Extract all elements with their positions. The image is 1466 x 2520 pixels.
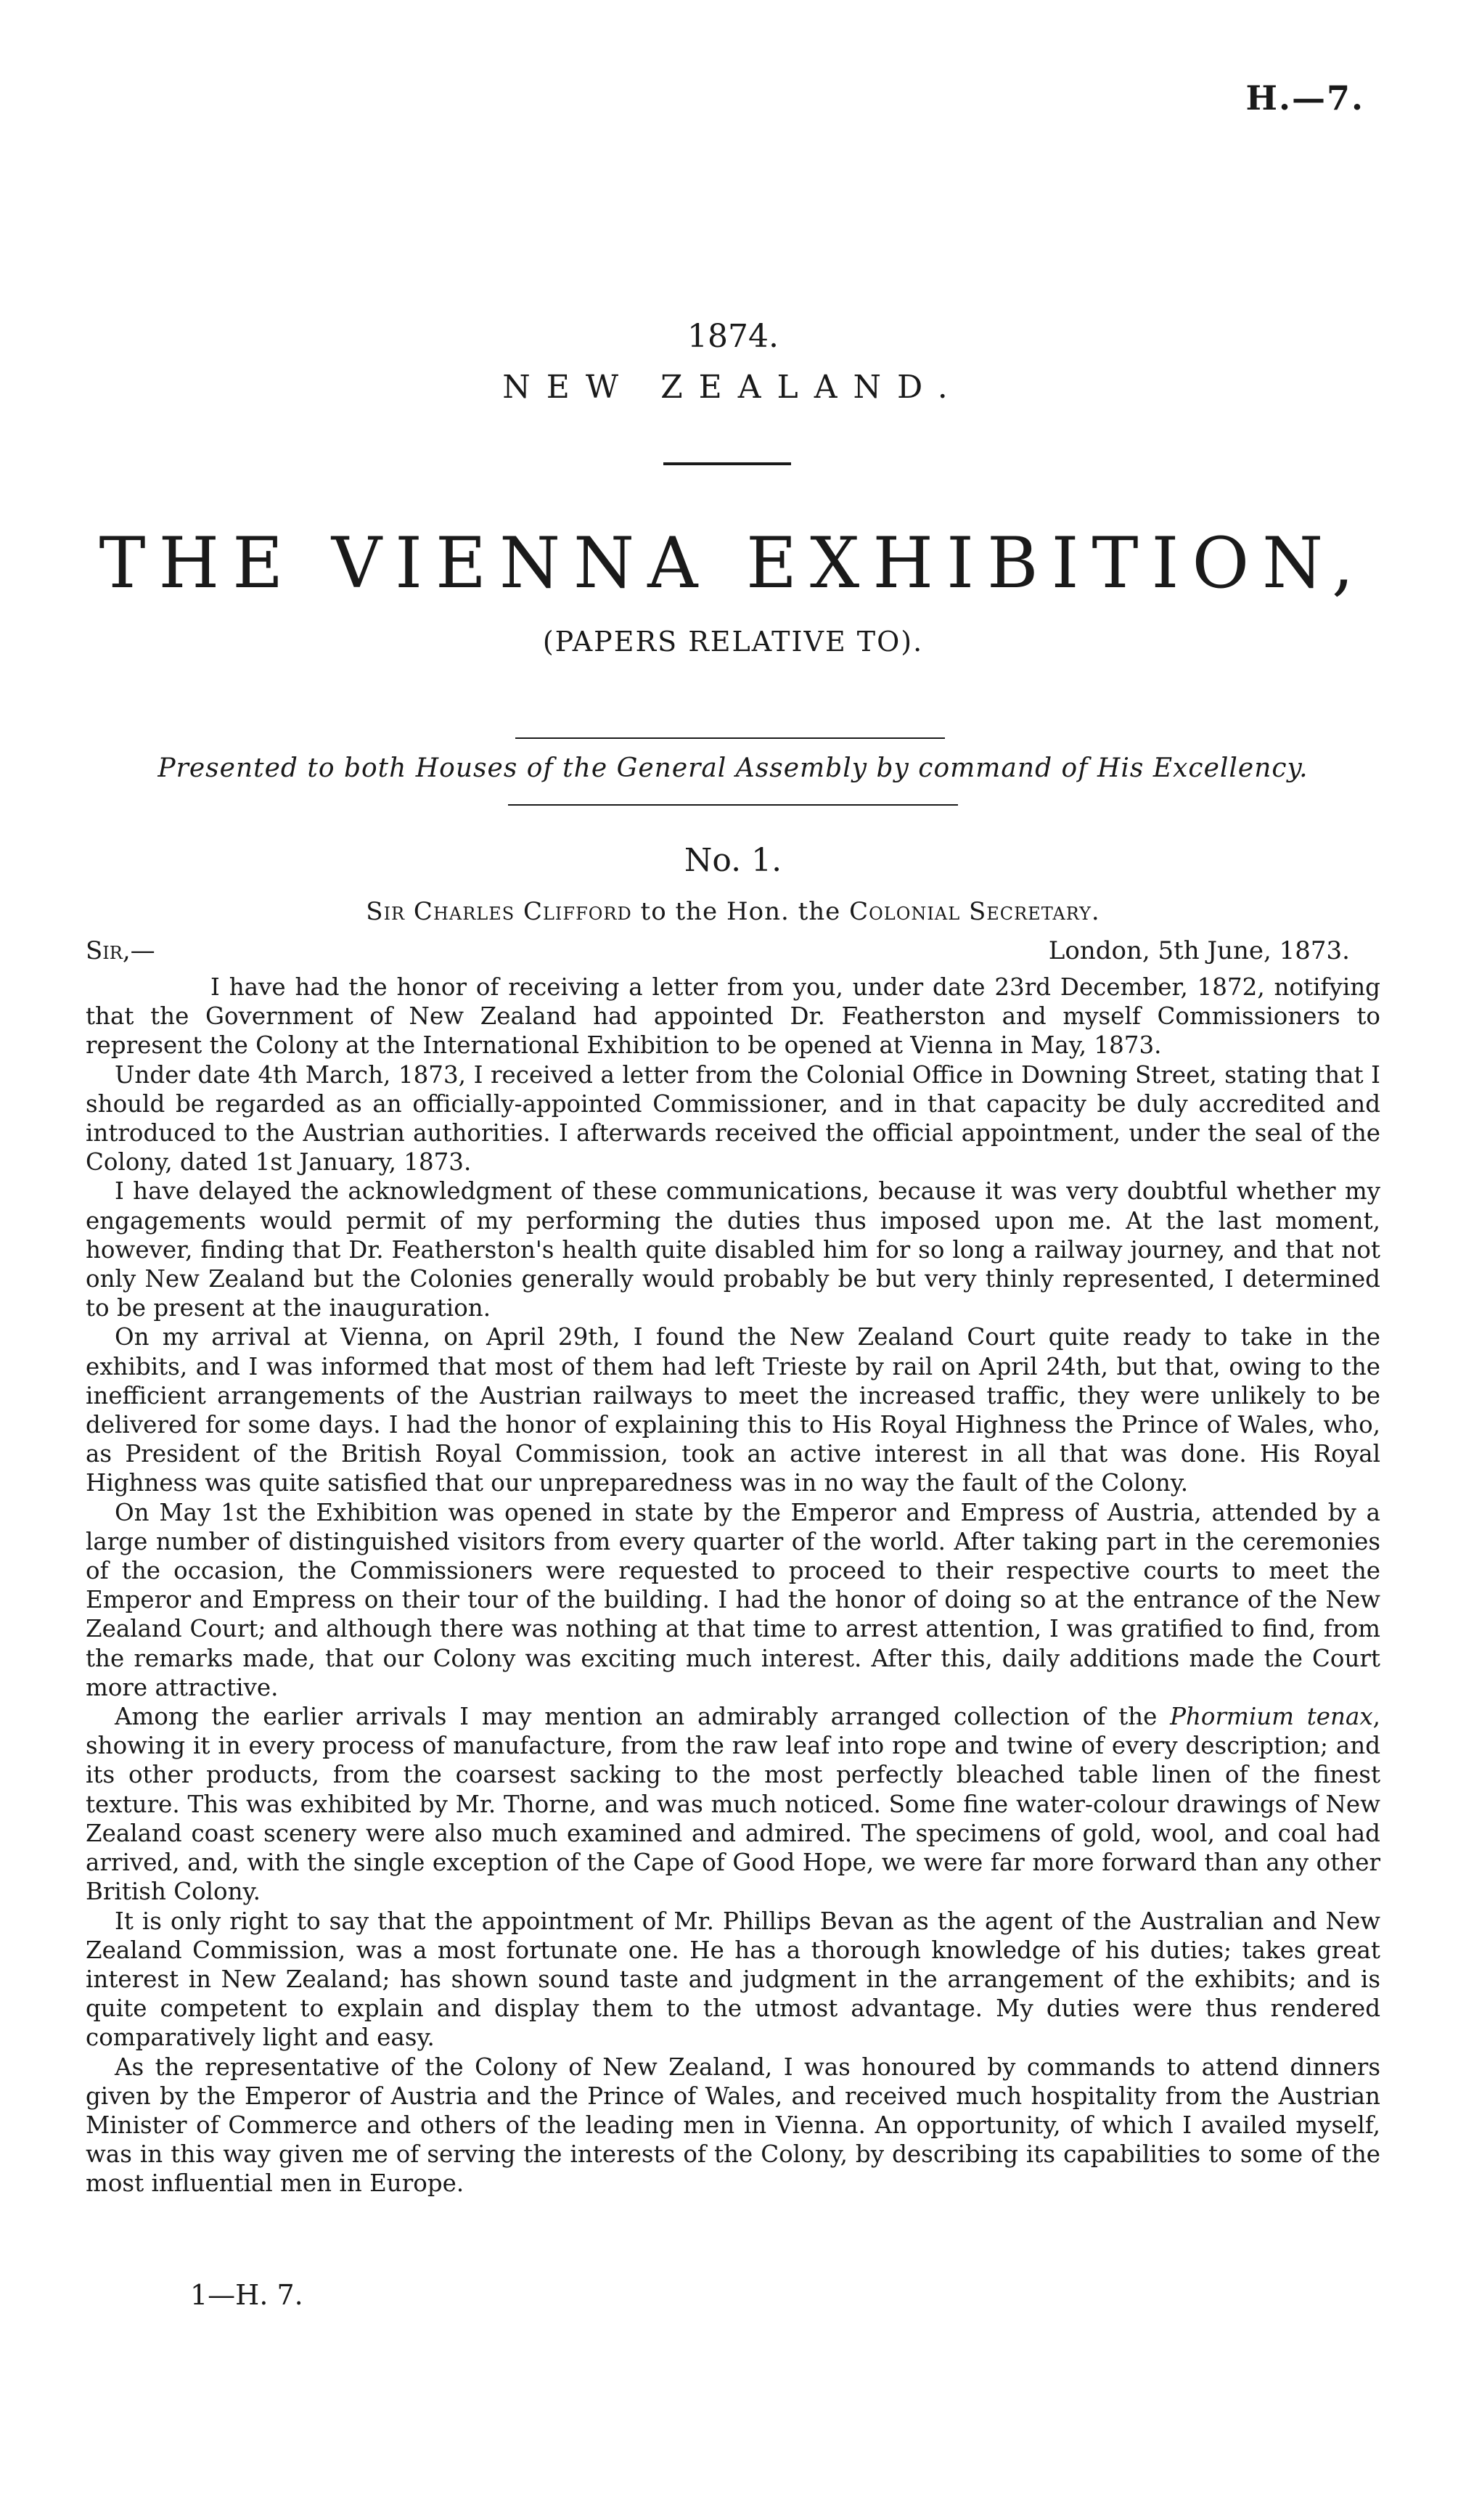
paragraph: Under date 4th March, 1873, I received a letter from the Colonial Office in Downing Street, stating that I should be regarded as an officially-appointed Commissioner, and in that capacity be duly accredited and introduced to the Austrian authorities. I afterwards received the official appointment, under the seal of the Colony, dated 1st January, 1873. — [86, 1060, 1380, 1177]
letter-heading-connector: to the Hon. the — [631, 897, 850, 926]
document-year: 1874. — [687, 318, 779, 355]
paragraph-phormium — [86, 1702, 1380, 1906]
presentation-note: Presented to both Houses of the General Assembly by command of His Excellency. — [157, 753, 1309, 783]
paragraph: I have delayed the acknowledgment of these communications, because it was very doubtful whether my engagements would permit of my performing the duties thus imposed upon me. At the last moment, however, finding that Dr. Featherston's health quite disabled him for so long a railway journey, and that not only New Zealand but the Colonies generally would probably be but very thinly represented, I determined to be present at the inauguration. — [86, 1177, 1380, 1322]
divider-short — [663, 462, 791, 465]
species-name: Phormium tenax — [1170, 1703, 1373, 1731]
document-title: THE VIENNA EXHIBITION, — [99, 523, 1367, 604]
paragraph: On May 1st the Exhibition was opened in state by the Emperor and Empress of Austria, attended by a large number of distinguished visitors from every quarter of the world. After taking part in the ceremonies of the occasion, the Commissioners were requested to proceed to their respective courts to meet the Emperor and Empress on their tour of the building. I had the honor of doing so at the entrance of the New Zealand Court; and although there was nothing at that time to arrest attention, I was gratified to find, from the remarks made, that our Colony was exciting much interest. After this, daily additions made the Court more attractive. — [86, 1498, 1380, 1701]
letter-body — [86, 973, 1380, 2198]
place-date: London, 5th June, 1873. — [1048, 936, 1350, 965]
document-subtitle: (PAPERS RELATIVE TO). — [542, 626, 924, 658]
divider-lower — [508, 804, 958, 806]
paragraph: I have had the honor of receiving a letter from you, under date 23rd December, 1872, notifying that the Government of New Zealand had appointed Dr. Featherston and myself Commissioners to represent the Colony at the International Exhibition to be opened at Vienna in May, 1873. — [86, 973, 1380, 1060]
paragraph: As the representative of the Colony of New Zealand, I was honoured by commands to attend dinners given by the Emperor of Austria and the Prince of Wales, and received much hospitality from the Austrian Minister of Commerce and others of the leading men in Vienna. An opportunity, of which I availed myself, was in this way given me of serving the interests of the Colony, by describing its capabilities to some of the most influential men in Europe. — [86, 2053, 1380, 2198]
paragraph-phormium-end: , showing it in every process of manufacture, from the raw leaf into rope and twine of every description; and its other products, from the coarsest sacking to the most perfectly bleached table linen of the finest texture. This was exhibited by Mr. Thorne, and was much noticed. Some fine water-colour drawings of New Zealand coast scenery were also much examined and admired. The specimens of gold, wool, and coal had arrived, and, with the single exception of the Cape of Good Hope, we were far more forward than any other British Colony. — [86, 1703, 1381, 1906]
letter-heading — [0, 897, 1466, 926]
paragraph: On my arrival at Vienna, on April 29th, I found the New Zealand Court quite ready to take in the exhibits, and I was informed that most of them had left Trieste by rail on April 24th, but that, owing to the inefficient arrangements of the Austrian railways to meet the increased traffic, they were unlikely to be delivered for some days. I had the honor of explaining this to His Royal Highness the Prince of Wales, who, as President of the British Royal Commission, took an active interest in all that was done. His Royal Highness was quite satisfied that our unpreparedness was in no way the fault of the Colony. — [86, 1323, 1380, 1497]
document-country: NEW ZEALAND. — [502, 369, 964, 406]
paragraph: It is only right to say that the appointment of Mr. Phillips Bevan as the agent of the Australian and New Zealand Commission, was a most fortunate one. He has a thorough knowledge of his duties; takes great interest in New Zealand; has shown sound taste and judgment in the arrangement of the exhibits; and is quite competent to explain and display them to the utmost advantage. My duties were thus rendered comparatively light and easy. — [86, 1907, 1380, 2052]
divider-upper — [515, 737, 945, 739]
signature-mark: 1—H. 7. — [190, 2279, 303, 2311]
letter-number: No. 1. — [684, 842, 782, 879]
letter-sender: Sir Charles Clifford — [366, 897, 632, 926]
paragraph-phormium-start: Among the earlier arrivals I may mention an admirably arranged collection of the — [115, 1703, 1171, 1731]
letter-recipient: Colonial Secretary. — [849, 897, 1100, 926]
salutation: Sir,— — [86, 936, 155, 965]
paper-reference: H.—7. — [1245, 78, 1364, 118]
